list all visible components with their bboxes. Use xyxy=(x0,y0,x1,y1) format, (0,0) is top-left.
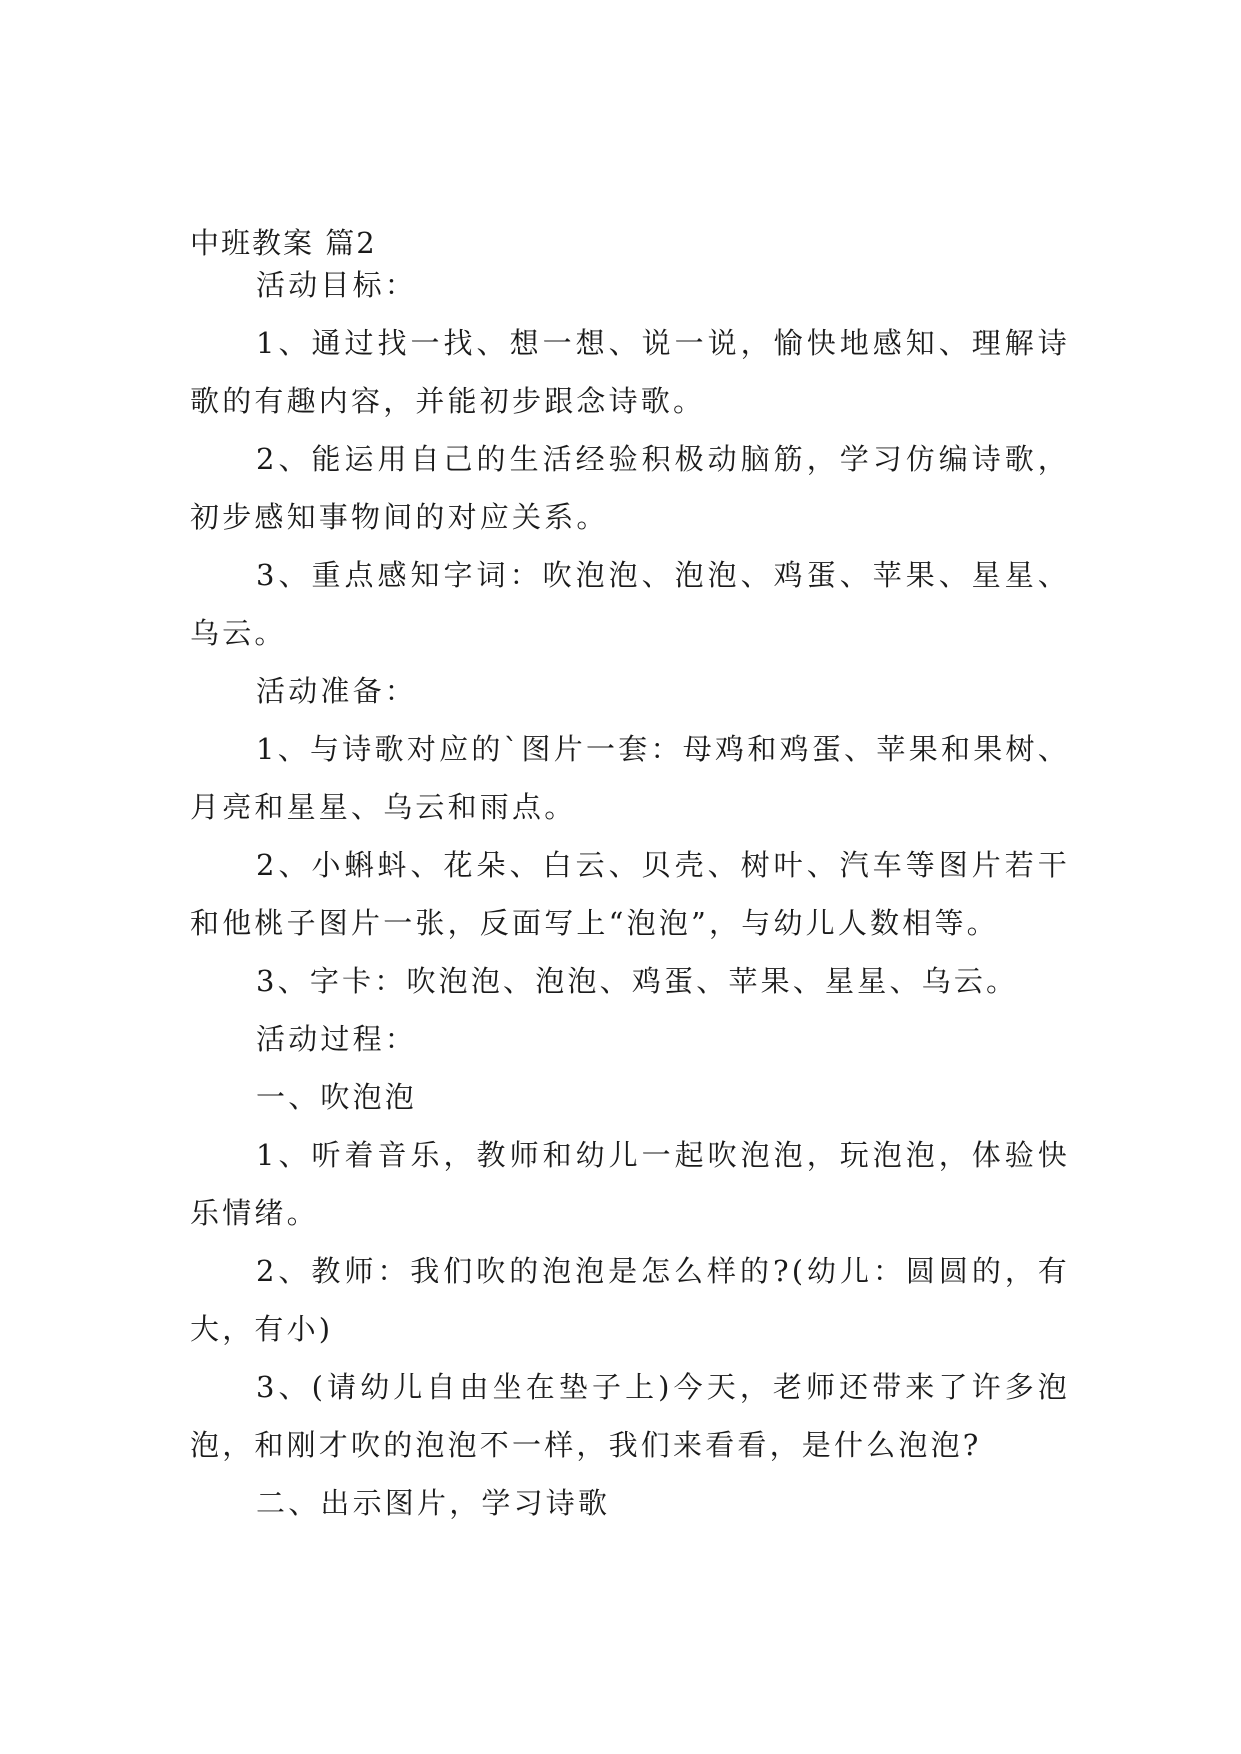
process-item-1: 1、听着音乐，教师和幼儿一起吹泡泡，玩泡泡，体验快乐情绪。 xyxy=(190,1138,1070,1230)
process-step-heading-1: 一、吹泡泡 xyxy=(256,1080,418,1114)
process-step-heading-2: 二、出示图片，学习诗歌 xyxy=(256,1486,611,1520)
goal-item-2: 2、能运用自己的生活经验积极动脑筋，学习仿编诗歌，初步感知事物间的对应关系。 xyxy=(190,442,1070,534)
section-heading-goals: 活动目标： xyxy=(256,268,418,302)
section-heading-process: 活动过程： xyxy=(256,1022,418,1056)
preparation-item-3: 3、字卡：吹泡泡、泡泡、鸡蛋、苹果、星星、乌云。 xyxy=(256,964,1019,998)
section-heading-preparation: 活动准备： xyxy=(256,674,418,708)
preparation-item-2: 2、小蝌蚪、花朵、白云、贝壳、树叶、汽车等图片若干和他桃子图片一张，反面写上“泡泡”，与幼儿人数相等。 xyxy=(190,848,1070,940)
goal-item-3: 3、重点感知字词：吹泡泡、泡泡、鸡蛋、苹果、星星、乌云。 xyxy=(190,558,1070,650)
preparation-item-1: 1、与诗歌对应的`图片一套：母鸡和鸡蛋、苹果和果树、月亮和星星、乌云和雨点。 xyxy=(190,732,1070,824)
process-item-2: 2、教师：我们吹的泡泡是怎么样的?(幼儿：圆圆的，有大，有小) xyxy=(190,1254,1070,1346)
process-item-3: 3、(请幼儿自由坐在垫子上)今天，老师还带来了许多泡泡，和刚才吹的泡泡不一样，我们来看看，是什么泡泡? xyxy=(190,1370,1070,1462)
goal-item-1: 1、通过找一找、想一想、说一说，愉快地感知、理解诗歌的有趣内容，并能初步跟念诗歌。 xyxy=(190,326,1070,418)
document-title: 中班教案 篇2 xyxy=(190,226,377,260)
